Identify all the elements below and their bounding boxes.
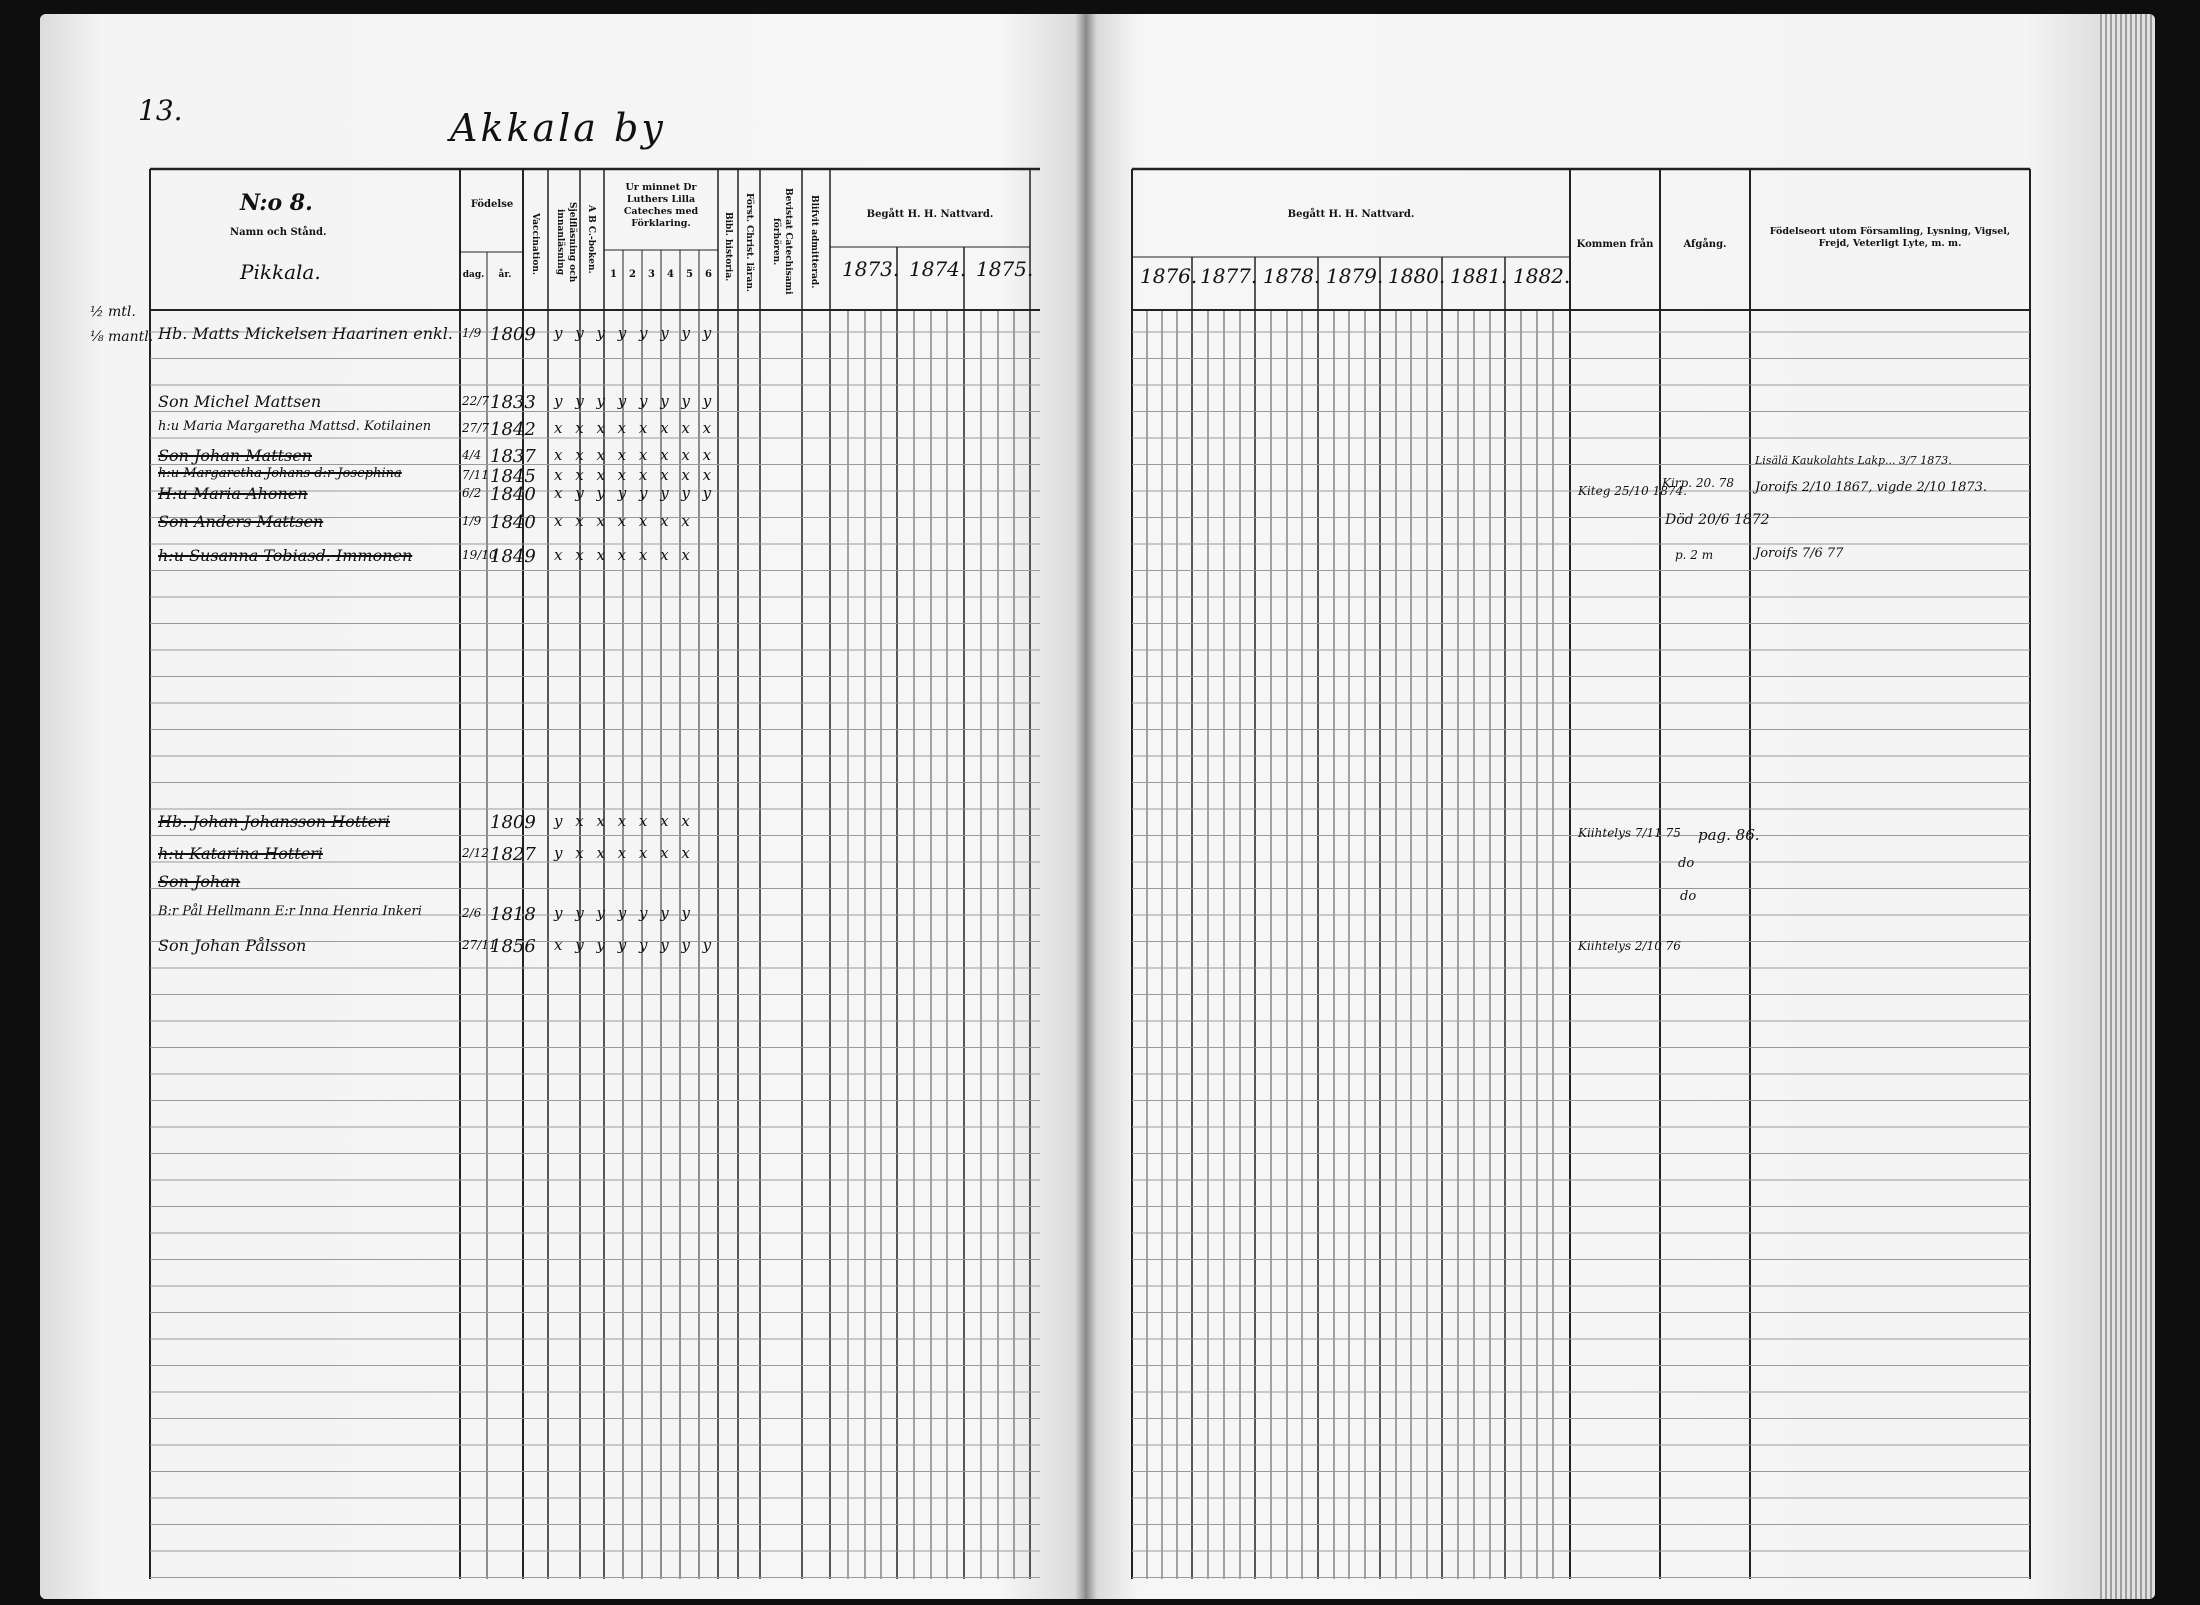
year-header: 1880. xyxy=(1388,264,1446,288)
year-header: 1879. xyxy=(1326,264,1384,288)
skill-marks: y y y y y y y y xyxy=(554,324,712,342)
fodelse-header: Födelse xyxy=(470,199,514,210)
skill-marks: y x x x x x x xyxy=(554,844,690,862)
ledger-grid xyxy=(40,14,2155,1599)
person-name: h:u Katarina Hotteri xyxy=(158,844,323,863)
fodelseort-header: Födelseort utom Församling, Lysning, Vigsel, Frejd, Veterligt Lyte, m. m. xyxy=(1769,226,2011,249)
person-name: Son Michel Mattsen xyxy=(158,392,322,411)
birth-day: 27/7 xyxy=(462,421,489,435)
catechism-col-number: 6 xyxy=(705,269,712,280)
birth-year: 1837 xyxy=(490,446,536,467)
skill-marks: x x x x x x x x xyxy=(554,419,712,437)
farm-name: Pikkala. xyxy=(240,260,321,284)
table-row xyxy=(40,936,1040,960)
person-name: h:u Susanna Tobiasd. Immonen xyxy=(158,546,413,565)
birth-year: 1818 xyxy=(490,904,536,925)
skill-marks: x y y y y y y y xyxy=(554,484,712,502)
nattvard-header-left: Begått H. H. Nattvard. xyxy=(866,209,994,220)
birth-day: 1/9 xyxy=(462,326,482,340)
year-header: 1881. xyxy=(1450,264,1508,288)
person-name: h:u Maria Margaretha Mattsd. Kotilainen xyxy=(158,419,432,434)
afgang-note: do xyxy=(1680,889,1697,904)
afgang-note: p. 2 m xyxy=(1675,548,1714,562)
catechism-col-number: 3 xyxy=(648,269,655,280)
person-name: Son Johan Pålsson xyxy=(158,936,307,955)
birth-day: 22/7 xyxy=(462,394,489,408)
fodelseort-note: Lisälä Kaukolahts Lakp... 3/7 1873. xyxy=(1755,454,1952,467)
person-name: Son Johan xyxy=(158,872,241,891)
register-book xyxy=(40,14,2155,1599)
catechism-col-number: 1 xyxy=(610,269,617,280)
fodelseort-note: Joroifs 2/10 1867, vigde 2/10 1873. xyxy=(1755,480,1988,495)
kommen-note: Kiteg 25/10 1874. xyxy=(1578,484,1687,498)
table-row xyxy=(40,392,1040,416)
margin-note: ½ mtl. xyxy=(90,304,136,320)
birth-day: 1/9 xyxy=(462,514,482,528)
table-row xyxy=(40,512,1040,536)
kommen-header: Kommen från xyxy=(1576,239,1654,250)
afgang-note: Kirp. 20. 78 xyxy=(1662,476,1735,490)
table-row xyxy=(40,484,1040,508)
table-row xyxy=(40,812,1040,836)
fodelseort-note: Joroifs 7/6 77 xyxy=(1755,546,1844,561)
table-row xyxy=(40,324,1040,348)
catechism-col-number: 2 xyxy=(629,269,636,280)
blifvit-header: Blifvit admitterad. xyxy=(809,195,819,289)
table-row xyxy=(40,546,1040,570)
birth-year: 1840 xyxy=(490,512,536,533)
table-row xyxy=(40,419,1040,443)
year-header: 1875. xyxy=(976,257,1034,281)
bevistat-header: Bevistat Catechisami förhören. xyxy=(771,188,793,295)
birth-day: 19/10 xyxy=(462,548,497,562)
person-name: Hb. Johan Johansson Hotteri xyxy=(158,812,390,831)
birth-year: 1840 xyxy=(490,484,536,505)
year-header: 1876. xyxy=(1140,264,1198,288)
year-header: 1873. xyxy=(842,257,900,281)
skill-marks: x y y y y y y y xyxy=(554,936,712,954)
skill-marks: x x x x x x x x xyxy=(554,466,712,484)
bibl-header: Bibl. historia. xyxy=(723,212,733,282)
birth-day: 27/11 xyxy=(462,938,497,952)
abc-header: A B C.-boken. xyxy=(586,204,596,274)
birth-day: 2/12 xyxy=(462,846,489,860)
table-row xyxy=(40,844,1040,868)
skill-marks: x x x x x x x xyxy=(554,546,690,564)
afgang-header: Afgång. xyxy=(1683,239,1727,250)
vaccination-header: Vaccination. xyxy=(530,213,540,275)
birth-year: 1809 xyxy=(490,812,536,833)
kommen-note: Kiihtelys 2/10 76 xyxy=(1578,939,1681,953)
birth-year: 1856 xyxy=(490,936,536,957)
skill-marks: x x x x x x x xyxy=(554,512,690,530)
year-header: 1877. xyxy=(1200,264,1258,288)
ar-header: år. xyxy=(498,270,512,280)
table-row xyxy=(40,872,1040,896)
forst-header: Först. Christ. läran. xyxy=(744,192,754,292)
afgang-note: pag. 86. xyxy=(1698,826,1760,844)
person-name: Hb. Matts Mickelsen Haarinen enkl. xyxy=(158,324,453,343)
person-name: B:r Pål Hellmann E:r Inna Henria Inkeri xyxy=(158,904,422,919)
birth-day: 4/4 xyxy=(462,448,482,462)
village-title: Akkala by xyxy=(450,106,666,150)
person-name: Son Anders Mattsen xyxy=(158,512,324,531)
person-name: Son Johan Mattsen xyxy=(158,446,313,465)
afgang-note: do xyxy=(1678,856,1695,871)
year-header: 1878. xyxy=(1263,264,1321,288)
page-number: 13. xyxy=(138,94,183,127)
nattvard-header-right: Begått H. H. Nattvard. xyxy=(1287,209,1415,220)
skill-marks: y y y y y y y y xyxy=(554,392,712,410)
household-number: N:o 8. xyxy=(240,190,313,216)
table-row xyxy=(40,904,1040,928)
namn-header: Namn och Stånd. xyxy=(230,227,327,238)
birth-year: 1845 xyxy=(490,466,536,487)
kommen-note: Kiihtelys 7/11 75 xyxy=(1578,826,1681,840)
skill-marks: x x x x x x x x xyxy=(554,446,712,464)
afgang-note: Död 20/6 1872 xyxy=(1665,512,1770,528)
catechism-col-number: 5 xyxy=(686,269,693,280)
dag-header: dag. xyxy=(462,270,485,280)
sjalflasning-header: Sjelfläsning och innanläsning xyxy=(555,201,577,283)
margin-note: ⅛ mantl. xyxy=(90,329,154,345)
year-header: 1874. xyxy=(909,257,967,281)
birth-day: 6/2 xyxy=(462,486,482,500)
birth-year: 1809 xyxy=(490,324,536,345)
skill-marks: y y y y y y y xyxy=(554,904,690,922)
birth-day: 2/6 xyxy=(462,906,482,920)
skill-marks: y x x x x x x xyxy=(554,812,690,830)
birth-year: 1827 xyxy=(490,844,536,865)
birth-year: 1849 xyxy=(490,546,536,567)
birth-year: 1842 xyxy=(490,419,536,440)
person-name: H:u Maria Ahonen xyxy=(158,484,308,503)
year-header: 1882. xyxy=(1513,264,1571,288)
birth-day: 7/11 xyxy=(462,468,489,482)
catechism-header: Ur minnet Dr Luthers Lilla Cateches med Förklaring. xyxy=(623,182,699,229)
person-name: h:u Margaretha Johans d:r Josephina xyxy=(158,466,402,481)
birth-year: 1833 xyxy=(490,392,536,413)
catechism-col-number: 4 xyxy=(667,269,674,280)
